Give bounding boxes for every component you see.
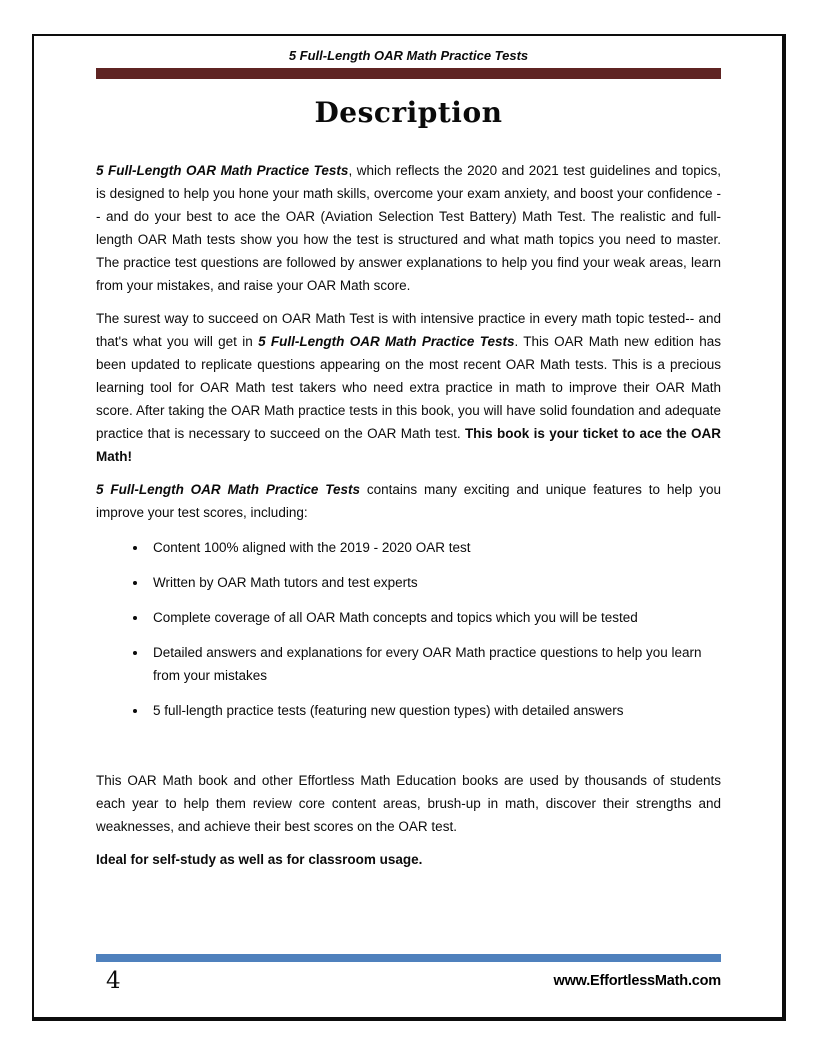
paragraph-intro: 5 Full-Length OAR Math Practice Tests, which reflects the 2020 and 2021 test guidelines and topics, is designed to help you hone your math skills, overcome your exam anxiety, and boost your confidence -- and do your best to ace the OAR (Aviation Selection Test Battery) Math Test. The realistic and full-length OAR Math tests show you how the test is structured and what math topics you need to master. The practice test questions are followed by answer explanations to help you find your weak areas, learn from your mistakes, and raise your OAR Math score. [96,163,721,293]
page-number: 4 [106,968,121,994]
page-title: Description [314,96,503,129]
feature-item-written-by: • Written by OAR Math tutors and test experts [148,571,721,594]
feature-item-coverage: • Complete coverage of all OAR Math concepts and topics which you will be tested [148,606,721,629]
page-footer [96,954,721,996]
website-link[interactable]: www.EffortlessMath.com [553,973,721,989]
feature-list [96,536,721,722]
header-rule [96,68,721,79]
paragraph-features-intro: 5 Full-Length OAR Math Practice Tests contains many exciting and unique features to help you improve your test scores, including: [96,482,721,520]
paragraph-surest-way: The surest way to succeed on OAR Math Test is with intensive practice in every math topic tested-- and that's what you will get in 5 Full-Length OAR Math Practice Tests. This OAR Math new edition has been updated to replicate questions appearing on the most recent OAR Math tests. This is a precious learning tool for OAR Math test takers who need extra practice in math to improve their OAR Math score. After taking the OAR Math practice tests in this book, you will have solid foundation and adequate practice that is necessary to succeed on the OAR Math test. This book is your ticket to ace the OAR Math! [96,311,721,464]
page-border [32,34,786,1021]
running-header-title: 5 Full-Length OAR Math Practice Tests [288,48,529,63]
feature-item-detailed-answers: • Detailed answers and explanations for every OAR Math practice questions to help you learn from your mistakes [148,641,721,687]
footer-row [96,966,721,996]
footer-rule [96,954,721,962]
paragraph-ideal: Ideal for self-study as well as for classroom usage. [96,852,423,867]
feature-item-aligned: • Content 100% aligned with the 2019 - 2020 OAR test [148,536,721,559]
feature-item-practice-tests: • 5 full-length practice tests (featuring new question types) with detailed answers [148,699,721,722]
body-text [96,159,721,871]
paragraph-closing: This OAR Math book and other Effortless Math Education books are used by thousands of students each year to help them review core content areas, brush-up in math, discover their strengths and weaknesses, and achieve their best scores on the OAR test. [96,773,721,834]
